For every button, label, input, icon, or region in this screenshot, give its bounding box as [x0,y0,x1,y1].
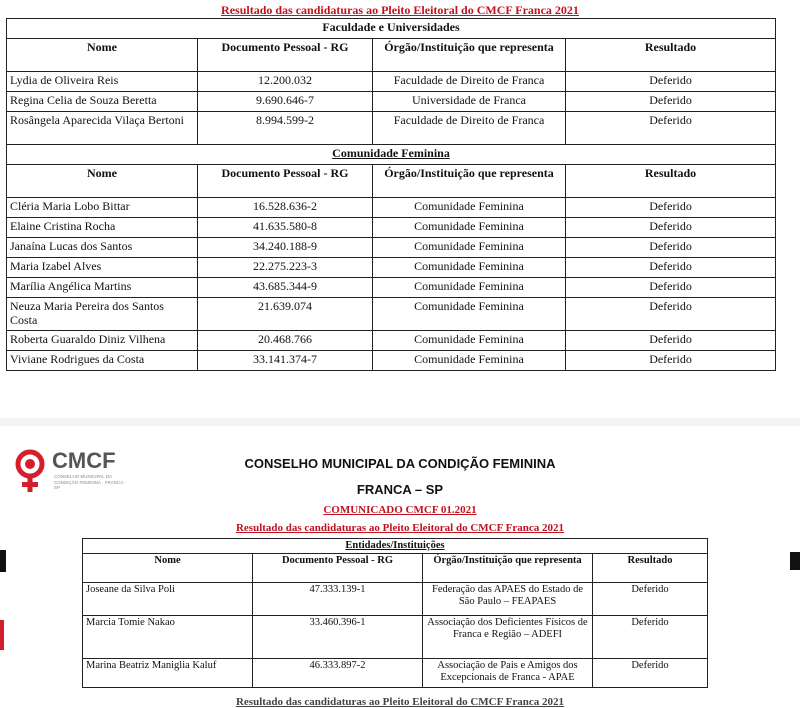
cell-nome: Lydia de Oliveira Reis [7,72,198,92]
table-row [83,659,708,688]
cell-orgao: Comunidade Feminina [373,278,566,298]
page2-title: Resultado das candidaturas ao Pleito Eleitoral do CMCF Franca 2021 [235,522,565,534]
cell-nome: Joseane da Silva Poli [83,583,253,616]
col-header-orgao: Órgão/Instituição que representa [373,39,566,72]
cell-rg: 8.994.599-2 [198,112,373,145]
cell-orgao: Comunidade Feminina [373,218,566,238]
cell-nome: Regina Celia de Souza Beretta [7,92,198,112]
comunicado-title: COMUNICADO CMCF 01.2021 [323,504,477,516]
col-header-orgao: Órgão/Instituição que representa [423,554,593,583]
cell-orgao: Associação dos Deficientes Físicos de Franca e Região – ADEFI [423,616,593,659]
section-title: Entidades/Instituições [345,540,445,551]
cell-resultado: Deferido [566,298,776,331]
logo-subtext: CONSELHO MUNICIPAL DA CONDIÇÃO FEMININA · FRANCA - SP [54,474,126,490]
col-header-nome: Nome [7,165,198,198]
cell-orgao: Faculdade de Direito de Franca [373,72,566,92]
cell-resultado: Deferido [566,198,776,218]
cell-nome: Marília Angélica Martins [7,278,198,298]
cell-nome: Cléria Maria Lobo Bittar [7,198,198,218]
section-header-faculdades [7,19,776,39]
cell-orgao: Comunidade Feminina [373,351,566,371]
cell-resultado: Deferido [566,258,776,278]
section-title: Comunidade Feminina [332,146,450,160]
cell-resultado: Deferido [566,331,776,351]
table-header-row [83,554,708,583]
cell-resultado: Deferido [593,616,708,659]
cell-rg: 43.685.344-9 [198,278,373,298]
cell-orgao: Comunidade Feminina [373,198,566,218]
cell-orgao: Comunidade Feminina [373,258,566,278]
section-header-entidades [83,539,708,554]
col-header-orgao: Órgão/Instituição que representa [373,165,566,198]
table-row [7,198,776,218]
table-row [7,72,776,92]
cell-rg: 9.690.646-7 [198,92,373,112]
scan-edge-mark [790,552,800,570]
col-header-resultado: Resultado [566,39,776,72]
cell-rg: 33.141.374-7 [198,351,373,371]
table-row [7,92,776,112]
cell-resultado: Deferido [566,72,776,92]
page2-table [82,538,708,688]
col-header-nome: Nome [83,554,253,583]
cell-rg: 22.275.223-3 [198,258,373,278]
table-row [7,112,776,145]
page2-subheading: FRANCA – SP [356,482,444,497]
table-row [7,298,776,331]
logo-text: CMCF [52,448,116,473]
cell-orgao: Comunidade Feminina [373,298,566,331]
cell-rg: 12.200.032 [198,72,373,92]
table-row [7,351,776,371]
cell-nome: Neuza Maria Pereira dos Santos Costa [7,298,198,331]
page1-title: Resultado das candidaturas ao Pleito Eleitoral do CMCF Franca 2021 [221,3,579,17]
cell-nome: Janaína Lucas dos Santos [7,238,198,258]
table-row [7,238,776,258]
cell-rg: 41.635.580-8 [198,218,373,238]
cell-resultado: Deferido [566,278,776,298]
cell-orgao: Comunidade Feminina [373,331,566,351]
cell-rg: 21.639.074 [198,298,373,331]
cell-nome: Roberta Guaraldo Diniz Vilhena [7,331,198,351]
col-header-nome: Nome [7,39,198,72]
table-row [83,616,708,659]
cell-rg: 46.333.897-2 [253,659,423,688]
cell-orgao: Associação de Pais e Amigos dos Excepcionais de Franca - APAE [423,659,593,688]
cell-rg: 47.333.139-1 [253,583,423,616]
page2-heading: CONSELHO MUNICIPAL DA CONDIÇÃO FEMININA [244,456,556,471]
cell-orgao: Federação das APAES do Estado de São Paulo – FEAPAES [423,583,593,616]
table-row [7,331,776,351]
cell-resultado: Deferido [566,112,776,145]
col-header-rg: Documento Pessoal - RG [198,165,373,198]
table-row [83,583,708,616]
table-row [7,278,776,298]
cell-resultado: Deferido [566,218,776,238]
page1-table [6,18,776,371]
cell-rg: 16.528.636-2 [198,198,373,218]
section-header-comunidade [7,145,776,165]
table-row [7,258,776,278]
cell-nome: Rosângela Aparecida Vilaça Bertoni [7,112,198,145]
page-separator [0,418,800,426]
cell-orgao: Universidade de Franca [373,92,566,112]
cell-resultado: Deferido [593,583,708,616]
page2-footer-cut-title: Resultado das candidaturas ao Pleito Eleitoral do CMCF Franca 2021 [235,696,565,708]
cell-resultado: Deferido [566,351,776,371]
col-header-resultado: Resultado [593,554,708,583]
cell-rg: 33.460.396-1 [253,616,423,659]
cell-nome: Elaine Cristina Rocha [7,218,198,238]
scan-edge-mark [0,620,4,650]
cell-resultado: Deferido [566,238,776,258]
table-header-row [7,165,776,198]
col-header-rg: Documento Pessoal - RG [253,554,423,583]
cell-rg: 34.240.188-9 [198,238,373,258]
cell-nome: Viviane Rodrigues da Costa [7,351,198,371]
cell-nome: Maria Izabel Alves [7,258,198,278]
cmcf-logo [8,446,132,510]
table-row [7,218,776,238]
cell-resultado: Deferido [593,659,708,688]
cell-nome: Marina Beatriz Maniglia Kaluf [83,659,253,688]
col-header-rg: Documento Pessoal - RG [198,39,373,72]
scan-edge-mark [0,550,6,572]
table-header-row [7,39,776,72]
cell-rg: 20.468.766 [198,331,373,351]
cell-resultado: Deferido [566,92,776,112]
cell-orgao: Faculdade de Direito de Franca [373,112,566,145]
section-title: Faculdade e Universidades [322,20,460,34]
col-header-resultado: Resultado [566,165,776,198]
cell-nome: Marcia Tomie Nakao [83,616,253,659]
cell-orgao: Comunidade Feminina [373,238,566,258]
